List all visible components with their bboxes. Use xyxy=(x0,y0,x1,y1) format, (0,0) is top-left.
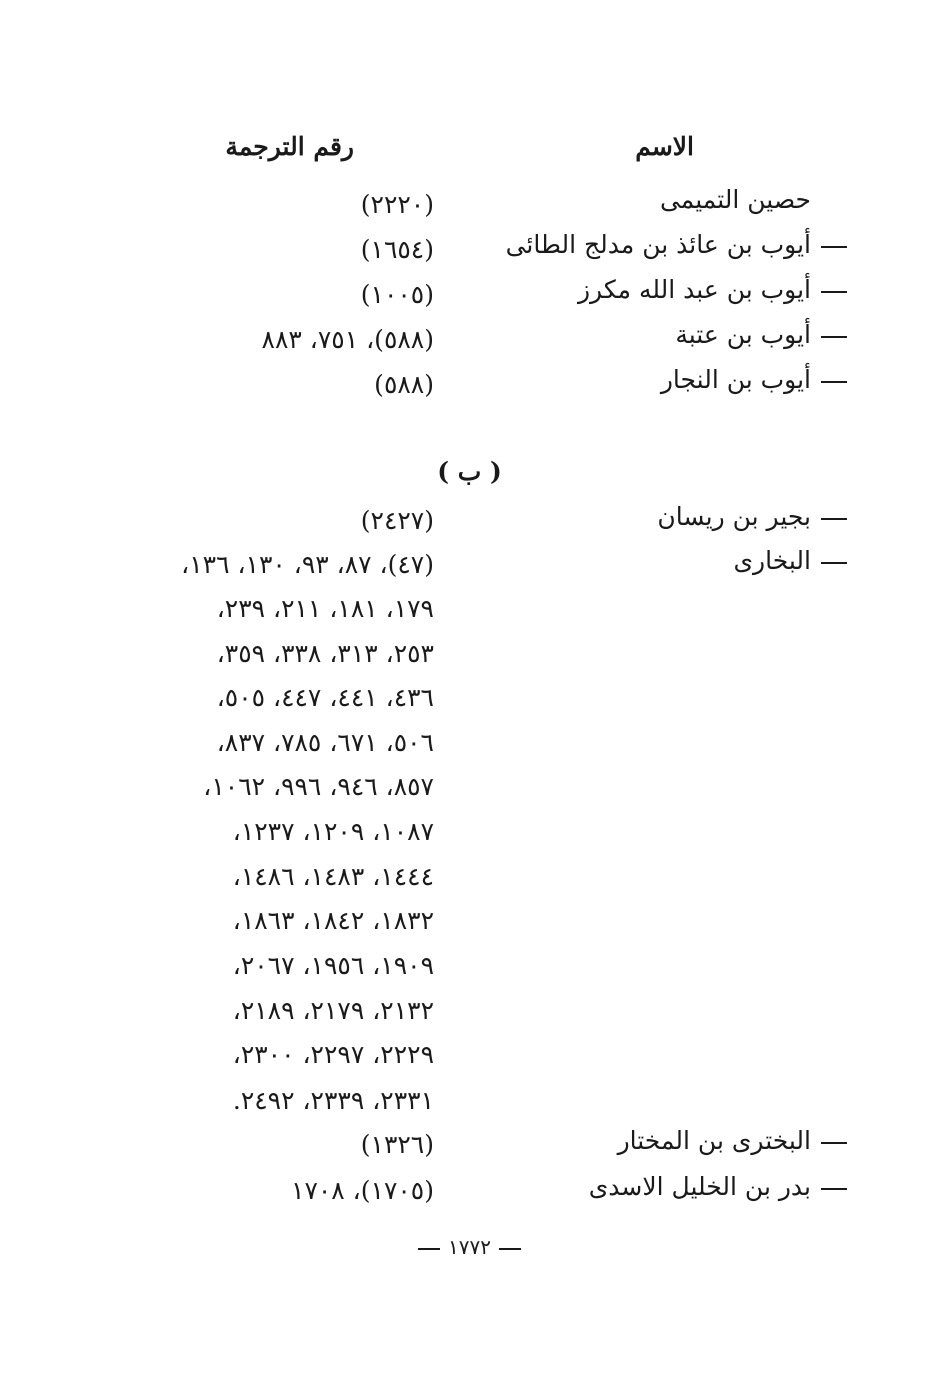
section-heading-ba: ( ب ) xyxy=(437,457,502,486)
entry-dash xyxy=(821,381,847,383)
continuation-line: ١٠٨٧، ١٢٠٩، ١٢٣٧، xyxy=(232,817,434,846)
entry-name: حصين التميمى xyxy=(407,185,847,214)
continuation-line: ١٨٣٢، ١٨٤٢، ١٨٦٣، xyxy=(232,906,434,935)
continuation-line: ٤٣٦، ٤٤١، ٤٤٧، ٥٠٥، xyxy=(216,683,434,712)
continuation-line: ١٧٩، ١٨١، ٢١١، ٢٣٩، xyxy=(216,594,434,623)
continuation-line: ١٩٠٩، ١٩٥٦، ٢٠٦٧، xyxy=(232,951,434,980)
entry-dash xyxy=(821,336,847,338)
entry-name: بجير بن ريسان xyxy=(407,502,847,531)
footer-dash xyxy=(418,1248,440,1250)
number-column-header: رقم الترجمة xyxy=(225,132,354,161)
continuation-line: ٢١٣٢، ٢١٧٩، ٢١٨٩، xyxy=(232,996,434,1025)
entry-numbers: (١٦٥٤) xyxy=(360,235,434,264)
continuation-line: ٢٣٣١، ٢٣٣٩، ٢٤٩٢. xyxy=(232,1086,434,1115)
entry-name: البخترى بن المختار xyxy=(407,1126,847,1155)
entry-name: أيوب بن النجار xyxy=(407,365,847,394)
entry-dash xyxy=(821,1142,847,1144)
name-column-header: الاسم xyxy=(635,132,694,161)
entry-numbers: (٤٧)، ٨٧، ٩٣، ١٣٠، ١٣٦، xyxy=(181,550,434,579)
entry-numbers: (١٣٢٦) xyxy=(360,1130,434,1159)
entry-dash xyxy=(821,291,847,293)
entry-dash xyxy=(821,518,847,520)
footer-dash xyxy=(499,1248,521,1250)
entry-name: أيوب بن عائذ بن مدلج الطائى xyxy=(407,230,847,259)
entry-numbers: (١٠٠٥) xyxy=(360,280,434,309)
page-number: ١٧٧٢ xyxy=(0,1235,939,1259)
entry-numbers: (٥٨٨) xyxy=(374,370,434,399)
entry-name: بدر بن الخليل الاسدى xyxy=(407,1172,847,1201)
entry-dash xyxy=(821,562,847,564)
entry-numbers: (٥٨٨)، ٧٥١، ٨٨٣ xyxy=(261,325,434,354)
entry-name: أيوب بن عتبة xyxy=(407,320,847,349)
entry-numbers: (٢٢٢٠) xyxy=(360,190,434,219)
entry-dash xyxy=(821,1188,847,1190)
entry-dash xyxy=(821,201,847,203)
continuation-line: ٨٥٧، ٩٤٦، ٩٩٦، ١٠٦٢، xyxy=(203,772,434,801)
entry-numbers: (٢٤٢٧) xyxy=(360,506,434,535)
entry-numbers: (١٧٠٥)، ١٧٠٨ xyxy=(291,1176,434,1205)
entry-dash xyxy=(821,246,847,248)
entry-name: أيوب بن عبد الله مكرز xyxy=(407,275,847,304)
continuation-line: ٥٠٦، ٦٧١، ٧٨٥، ٨٣٧، xyxy=(216,728,434,757)
continuation-line: ٢٢٢٩، ٢٢٩٧، ٢٣٠٠، xyxy=(232,1040,434,1069)
continuation-line: ٢٥٣، ٣١٣، ٣٣٨، ٣٥٩، xyxy=(216,639,434,668)
entry-name: البخارى xyxy=(407,546,847,575)
continuation-line: ١٤٤٤، ١٤٨٣، ١٤٨٦، xyxy=(232,862,434,891)
